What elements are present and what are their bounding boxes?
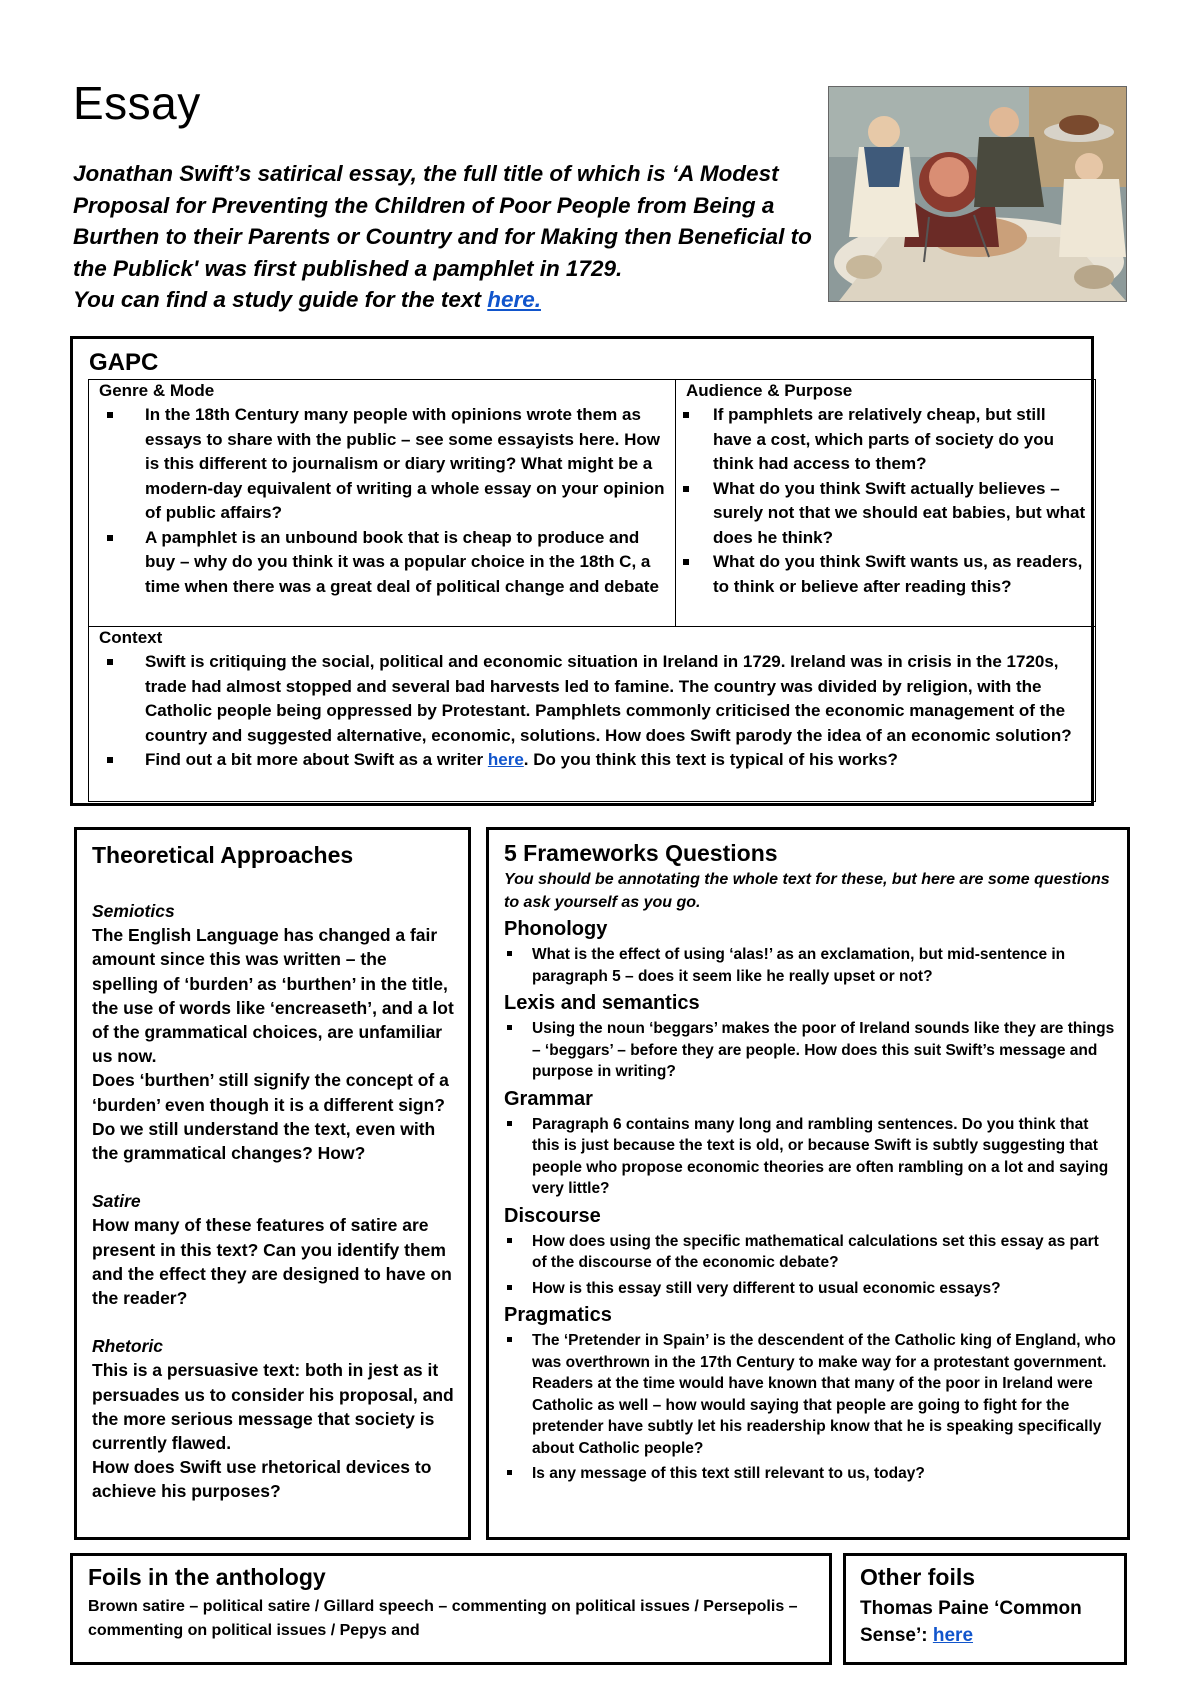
intro-paragraph xyxy=(73,158,833,316)
phonology-list xyxy=(504,944,1117,987)
list-item: Swift is critiquing the social, political and economic situation in Ireland in 1729. Ireland was in crisis in the 1720s, trade had almost stopped and several bad harvests led to famine. The country was divided by religion, with the Catholic people being oppressed by Protestant. Pamphlets commonly criticised the economic management of the country and suggested alternative, economic, solutions. How does Swift parody the idea of an economic solution? xyxy=(89,650,1095,748)
gapc-box xyxy=(70,336,1094,806)
list-item: What do you think Swift actually believes – surely not that we should eat babies, but what does he think? xyxy=(676,477,1095,551)
phonology-heading: Phonology xyxy=(504,918,608,940)
page-title: Essay xyxy=(73,77,201,129)
lexis-list xyxy=(504,1018,1117,1083)
list-item: The ‘Pretender in Spain’ is the descendent of the Catholic king of England, who was overthrown in the 17th Century to make way for a protestant government. Readers at the time would have known that many of the poor in Ireland were Catholic as well – how would saying that people are going to fight for the pretender have subtly let his readership know that he is speaking specifically about Catholic people? xyxy=(504,1330,1117,1459)
list-item: If pamphlets are relatively cheap, but still have a cost, which parts of society do you think had access to them? xyxy=(676,403,1095,477)
foils-heading: Foils in the anthology xyxy=(88,1564,326,1590)
list-item: A pamphlet is an unbound book that is cheap to produce and buy – why do you think it was a popular choice in the 18th C, a time when there was a great deal of political change and debate xyxy=(89,526,675,600)
list-item: Paragraph 6 contains many long and rambling sentences. Do you think that this is just because the text is old, or because Swift is subtly suggesting that people who propose economic theories are often rambling on a lot and saying very little? xyxy=(504,1114,1117,1200)
common-sense-link[interactable]: here xyxy=(932,1625,974,1646)
theoretical-approaches-heading: Theoretical Approaches xyxy=(92,842,354,868)
painting-illustration xyxy=(829,87,1126,301)
other-foils-text: Thomas Paine ‘Common Sense’: xyxy=(860,1598,1082,1646)
semiotics-paragraph: Does ‘burthen’ still signify the concept of a ‘burden’ even though it is a different sign? xyxy=(92,1070,449,1115)
list-item: Is any message of this text still relevant to us, today? xyxy=(504,1463,1117,1485)
list-item: How does using the specific mathematical calculations set this essay as part of the discourse of the economic debate? xyxy=(504,1231,1117,1274)
context-item-text-after: . Do you think this text is typical of his works? xyxy=(523,750,898,769)
semiotics-paragraph: Do we still understand the text, even with the grammatical changes? How? xyxy=(92,1118,436,1164)
grammar-list xyxy=(504,1114,1117,1200)
genre-mode-list xyxy=(89,403,675,599)
frameworks-heading: 5 Frameworks Questions xyxy=(504,840,778,866)
theoretical-approaches-box xyxy=(74,827,471,1540)
lexis-heading: Lexis and semantics xyxy=(504,992,700,1014)
list-item: Using the noun ‘beggars’ makes the poor of Ireland sounds like they are things – ‘beggars’ – before they are people. How does this suit Swift’s message and purpose in writing? xyxy=(504,1018,1117,1083)
gapc-heading: GAPC xyxy=(89,349,159,376)
semiotics-paragraph: The English Language has changed a fair amount since this was written – the spelling of ‘burden’ as ‘burthen’ in the title, the use of words like ‘encreaseth’, and a lot of the grammatical choices, are unfamiliar us now. xyxy=(92,925,454,1067)
intro-text: Jonathan Swift’s satirical essay, the full title of which is ‘A Modest Proposal for Preventing the Children of Poor People from Being a Burthen to their Parents or Country and for Making then Beneficial to the Publick' was first published a pamphlet in 1729. xyxy=(73,161,812,281)
other-foils-box xyxy=(843,1553,1127,1665)
list-item: What is the effect of using ‘alas!’ as an exclamation, but mid-sentence in paragraph 5 – does it seem like he really upset or not? xyxy=(504,944,1117,987)
satire-heading: Satire xyxy=(92,1191,141,1212)
audience-purpose-list xyxy=(676,403,1095,599)
pragmatics-heading: Pragmatics xyxy=(504,1304,612,1326)
genre-mode-cell xyxy=(89,380,676,626)
grammar-heading: Grammar xyxy=(504,1087,593,1110)
semiotics-heading: Semiotics xyxy=(92,901,175,921)
list-item: How is this essay still very different to usual economic essays? xyxy=(504,1278,1117,1300)
list-item: In the 18th Century many people with opinions wrote them as essays to share with the public – see some essayists here. How is this different to journalism or diary writing? What might be a modern-day equivalent of writing a whole essay on your opinion of public affairs? xyxy=(89,403,675,526)
context-item-text: Find out a bit more about Swift as a writer xyxy=(145,750,484,769)
context-heading: Context xyxy=(99,628,163,647)
frameworks-intro: You should be annotating the whole text for these, but here are some questions to ask yourself as you go. xyxy=(504,871,1110,911)
audience-purpose-heading: Audience & Purpose xyxy=(686,381,853,400)
rhetoric-paragraph: How does Swift use rhetorical devices to achieve his purposes? xyxy=(92,1457,432,1502)
study-guide-text: You can find a study guide for the text xyxy=(73,287,481,312)
gapc-table xyxy=(88,379,1096,802)
context-list xyxy=(89,650,1095,773)
foils-text: Brown satire – political satire / Gillard speech – commenting on political issues / Persepolis – commenting on political issues / Pepys and xyxy=(88,1598,798,1639)
satirical-painting-image xyxy=(828,86,1127,302)
rhetoric-paragraph: This is a persuasive text: both in jest as it persuades us to consider his proposal, and the more serious message that society is currently flawed. xyxy=(92,1360,454,1454)
genre-mode-heading: Genre & Mode xyxy=(99,381,215,400)
study-guide-link[interactable]: here. xyxy=(487,287,541,312)
pragmatics-list xyxy=(504,1330,1117,1485)
foils-anthology-box xyxy=(70,1553,832,1665)
list-item: What do you think Swift wants us, as readers, to think or believe after reading this? xyxy=(676,550,1095,599)
list-item xyxy=(89,748,1095,773)
discourse-list xyxy=(504,1231,1117,1300)
other-foils-paragraph xyxy=(860,1595,1114,1649)
rhetoric-heading: Rhetoric xyxy=(92,1336,163,1357)
frameworks-questions-box xyxy=(486,827,1130,1540)
swift-writer-link[interactable]: here xyxy=(487,750,524,769)
discourse-heading: Discourse xyxy=(504,1204,601,1227)
other-foils-heading: Other foils xyxy=(860,1564,976,1590)
satire-paragraph: How many of these features of satire are present in this text? Can you identify them and the effect they are designed to have on the reader? xyxy=(92,1215,452,1309)
audience-purpose-cell xyxy=(676,380,1095,626)
context-cell xyxy=(89,627,1095,773)
